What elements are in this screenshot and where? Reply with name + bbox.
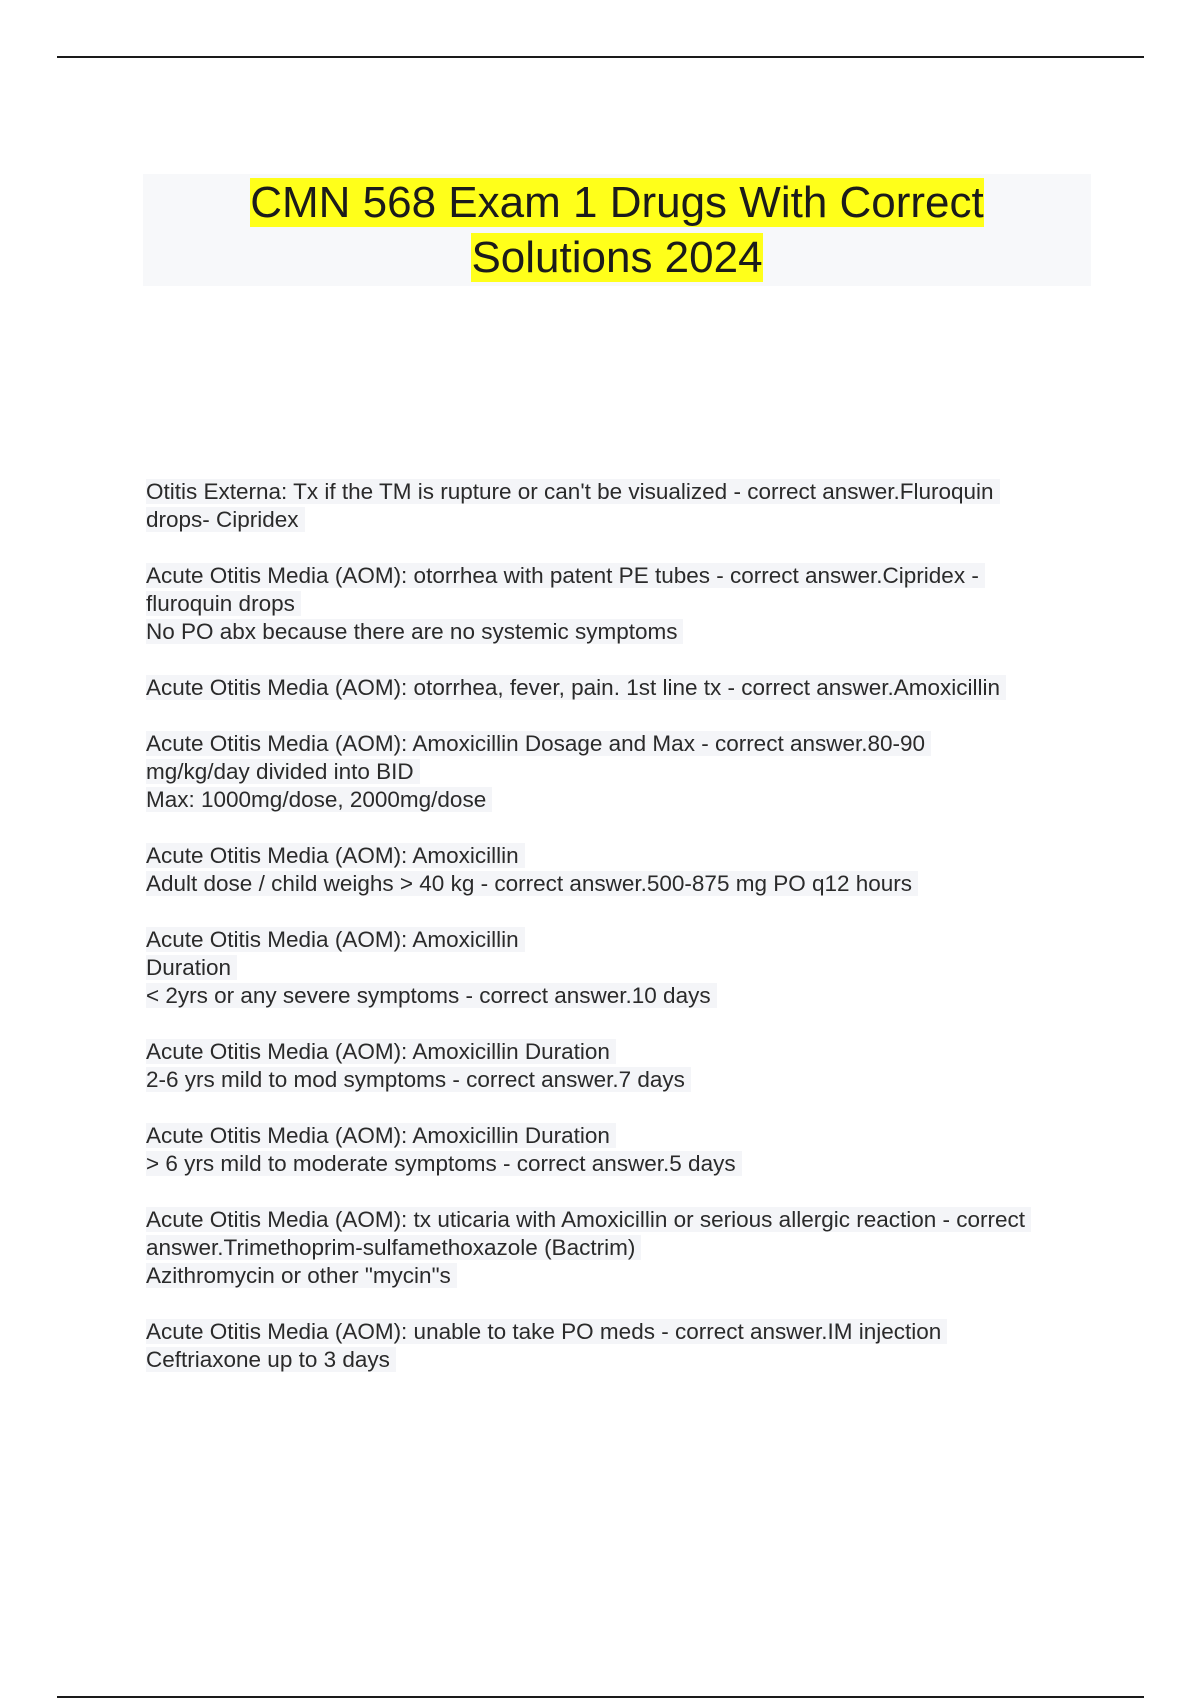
flashcard-list xyxy=(146,478,1086,1402)
entry-line-text: answer.Trimethoprim-sulfamethoxazole (Bactrim) xyxy=(146,1235,641,1260)
entry-line-text: No PO abx because there are no systemic symptoms xyxy=(146,619,683,644)
entry-line-text: Acute Otitis Media (AOM): otorrhea, fever, pain. 1st line tx - correct answer.Amoxicillin xyxy=(146,675,1006,700)
entry-line xyxy=(146,1066,1086,1094)
flashcard-entry xyxy=(146,1206,1086,1290)
entry-line-text: Acute Otitis Media (AOM): Amoxicillin Duration xyxy=(146,1039,616,1064)
flashcard-entry xyxy=(146,730,1086,814)
entry-line-text: > 6 yrs mild to moderate symptoms - correct answer.5 days xyxy=(146,1151,742,1176)
entry-line xyxy=(146,982,1086,1010)
entry-line-text: 2-6 yrs mild to mod symptoms - correct answer.7 days xyxy=(146,1067,691,1092)
entry-line xyxy=(146,926,1086,954)
flashcard-entry xyxy=(146,1318,1086,1374)
entry-line-text: Adult dose / child weighs > 40 kg - correct answer.500-875 mg PO q12 hours xyxy=(146,871,918,896)
flashcard-entry xyxy=(146,842,1086,898)
flashcard-entry xyxy=(146,674,1086,702)
entry-line xyxy=(146,1318,1086,1346)
flashcard-entry xyxy=(146,562,1086,646)
entry-line xyxy=(146,786,1086,814)
entry-line xyxy=(146,730,1086,758)
flashcard-entry xyxy=(146,1038,1086,1094)
entry-line xyxy=(146,1206,1086,1234)
entry-line-text: Acute Otitis Media (AOM): otorrhea with patent PE tubes - correct answer.Cipridex - xyxy=(146,563,985,588)
entry-line xyxy=(146,1262,1086,1290)
entry-line xyxy=(146,1150,1086,1178)
page-title xyxy=(207,174,1027,285)
entry-line xyxy=(146,562,1086,590)
entry-line xyxy=(146,478,1086,506)
entry-line-text: Acute Otitis Media (AOM): Amoxicillin Duration xyxy=(146,1123,616,1148)
entry-line xyxy=(146,758,1086,786)
entry-line xyxy=(146,1234,1086,1262)
entry-line-text: fluroquin drops xyxy=(146,591,301,616)
entry-line-text: Acute Otitis Media (AOM): Amoxicillin xyxy=(146,843,525,868)
entry-line-text: Duration xyxy=(146,955,237,980)
entry-line xyxy=(146,842,1086,870)
title-line-2: Solutions 2024 xyxy=(471,233,763,282)
entry-line-text: Acute Otitis Media (AOM): Amoxicillin xyxy=(146,927,525,952)
entry-line-text: < 2yrs or any severe symptoms - correct answer.10 days xyxy=(146,983,717,1008)
entry-line xyxy=(146,674,1086,702)
bottom-rule xyxy=(57,1696,1144,1698)
entry-line-text: Acute Otitis Media (AOM): unable to take PO meds - correct answer.IM injection xyxy=(146,1319,947,1344)
entry-line xyxy=(146,1346,1086,1374)
entry-line-text: drops- Cipridex xyxy=(146,507,305,532)
flashcard-entry xyxy=(146,926,1086,1010)
entry-line-text: Ceftriaxone up to 3 days xyxy=(146,1347,396,1372)
title-line-1: CMN 568 Exam 1 Drugs With Correct xyxy=(250,178,984,227)
flashcard-entry xyxy=(146,1122,1086,1178)
entry-line-text: mg/kg/day divided into BID xyxy=(146,759,420,784)
entry-line-text: Azithromycin or other "mycin"s xyxy=(146,1263,457,1288)
entry-line-text: Max: 1000mg/dose, 2000mg/dose xyxy=(146,787,492,812)
entry-line xyxy=(146,590,1086,618)
entry-line xyxy=(146,506,1086,534)
top-rule xyxy=(57,56,1144,58)
entry-line xyxy=(146,1122,1086,1150)
entry-line xyxy=(146,618,1086,646)
entry-line xyxy=(146,870,1086,898)
entry-line-text: Otitis Externa: Tx if the TM is rupture or can't be visualized - correct answer.Fluroquin xyxy=(146,479,1000,504)
entry-line xyxy=(146,954,1086,982)
entry-line-text: Acute Otitis Media (AOM): tx uticaria with Amoxicillin or serious allergic reaction - correct xyxy=(146,1207,1031,1232)
entry-line-text: Acute Otitis Media (AOM): Amoxicillin Dosage and Max - correct answer.80-90 xyxy=(146,731,931,756)
entry-line xyxy=(146,1038,1086,1066)
title-box xyxy=(143,174,1091,286)
flashcard-entry xyxy=(146,478,1086,534)
